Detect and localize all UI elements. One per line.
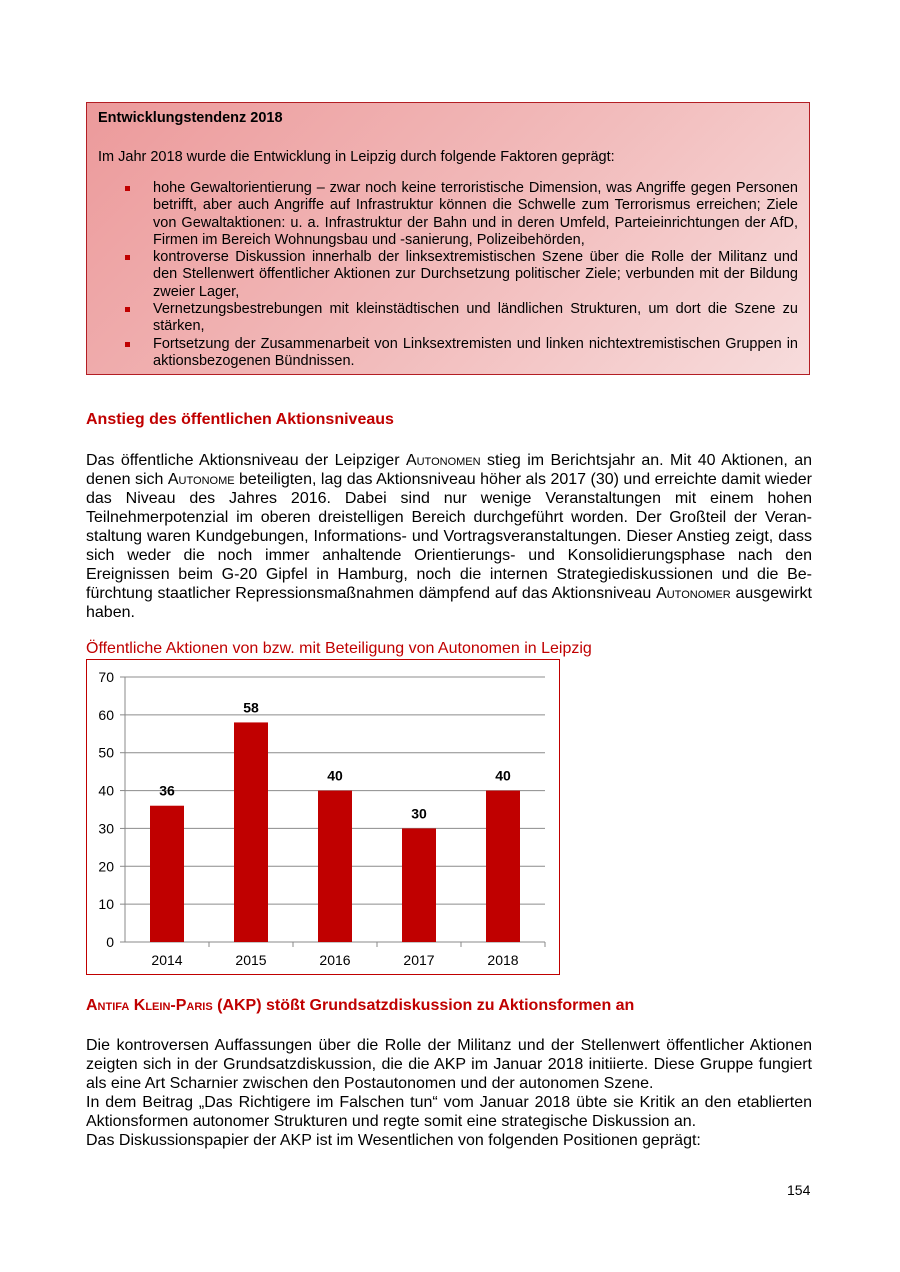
bar [318, 791, 352, 942]
list-item [98, 180, 798, 249]
square-bullet-icon [125, 186, 130, 191]
data-label: 40 [495, 767, 511, 784]
y-tick-label: 20 [98, 858, 114, 875]
data-label: 40 [327, 767, 343, 784]
list-item-text: kontroverse Diskussion innerhalb der linksextremistischen Szene über die Rolle der Militanz und den Stellenwert öffentlicher Aktionen zur Durchsetzung politischer Ziele; verbunden mit der Bildung zweier Lager, [153, 249, 798, 300]
y-tick-label: 50 [98, 744, 114, 761]
section-heading-action-level: Anstieg des öffentlichen Aktionsniveaus [86, 411, 394, 428]
y-tick-label: 70 [98, 669, 114, 685]
y-tick-label: 0 [106, 934, 114, 950]
x-tick-label: 2016 [319, 952, 351, 968]
bar [402, 828, 436, 942]
y-tick-label: 10 [98, 896, 114, 913]
development-trend-box [86, 102, 810, 375]
section-heading-akp: Antifa Klein-Paris (AKP) stößt Grundsatzdiskussion zu Aktionsformen an [86, 997, 635, 1014]
bar [234, 722, 268, 942]
square-bullet-icon [125, 342, 130, 347]
y-tick-label: 30 [98, 820, 114, 837]
square-bullet-icon [125, 307, 130, 312]
chart-title: Öffentliche Aktionen von bzw. mit Beteiligung von Autonomen in Leipzig [86, 640, 592, 657]
list-item-text: Vernetzungsbestrebungen mit kleinstädtischen und ländlichen Strukturen, um dort die Szene zu stärken, [153, 301, 798, 335]
data-label: 30 [411, 805, 427, 822]
list-item [98, 336, 798, 371]
square-bullet-icon [125, 255, 130, 260]
list-item [98, 249, 798, 301]
factor-list [98, 180, 798, 370]
box-intro: Im Jahr 2018 wurde die Entwicklung in Leipzig durch folgende Faktoren geprägt: [98, 149, 615, 165]
bar-chart [87, 660, 561, 976]
data-label: 58 [243, 699, 259, 716]
data-label: 36 [159, 782, 175, 799]
x-tick-label: 2017 [403, 952, 435, 968]
y-tick-label: 40 [98, 782, 114, 799]
chart-frame [86, 659, 560, 975]
list-item-text: hohe Gewaltorientierung – zwar noch keine terroristische Dimension, was Angriffe gegen Personen betrifft, aber auch Angriffe auf Infrastruktur können die Schwelle zum Terrorismus erreichen; Ziele von Gewaltaktionen: u. a. Infrastruktur der Bahn und in deren Umfeld, Parteieinrichtungen der AfD, Firmen im Bereich Wohnungsbau und -sanierung, Polizeibehörden, [153, 180, 798, 248]
action-level-paragraph: Das öffentliche Aktionsniveau der Leipziger Autonomen stieg im Berichtsjahr an. Mit 40 Aktionen, an denen sich Autonome beteiligten, lag das Aktionsniveau höher als 2017 (30) und erreichte damit wieder das Niveau des Jahres 2016. Dabei sind nur wenige Veranstaltungen mit einem hohen Teilnehmerpotenzial im oberen dreistelligen Bereich durchgeführt worden. Der Großteil der Veranstaltung waren Kundgebungen, Informations- und Vortragsveranstaltungen. Dieser Anstieg zeigt, dass sich weder die noch immer anhaltende Orientierungs- und Konsolidierungsphase nach den Ereignissen beim G-20 Gipfel in Hamburg, noch die internen Strategiediskussionen und die Befürchtung staatlicher Repressionsmaßnahmen dämpfend auf das Aktionsniveau Autonomer ausgewirkt haben. [86, 452, 812, 621]
bar [486, 791, 520, 942]
y-tick-label: 60 [98, 706, 114, 723]
box-title: Entwicklungstendenz 2018 [98, 110, 283, 126]
x-tick-label: 2018 [487, 952, 519, 968]
list-item-text: Fortsetzung der Zusammenarbeit von Linksextremisten und linken nichtextremistischen Gruppen in aktionsbezogenen Bündnissen. [153, 335, 798, 369]
page-number: 154 [787, 1182, 811, 1198]
x-tick-label: 2015 [235, 952, 267, 968]
list-item [98, 301, 798, 336]
akp-paragraph: Die kontroversen Auffassungen über die Rolle der Militanz und der Stellenwert öffentlicher Aktionen zeigten sich in der Grundsatzdiskussion, die die AKP im Januar 2018 initiierte. Diese Gruppe fungiert als eine Art Scharnier zwischen den Postautonomen und der autonomen Szene. In dem Beitrag „Das Richtigere im Falschen tun“ vom Januar 2018 übte sie Kritik an den etablierten Aktionsformen autonomer Strukturen und regte somit eine strategische Diskussion an. Das Diskussionspapier der AKP ist im Wesentlichen von folgenden Positionen geprägt: [86, 1037, 812, 1149]
x-tick-label: 2014 [151, 952, 183, 968]
bar [150, 806, 184, 942]
